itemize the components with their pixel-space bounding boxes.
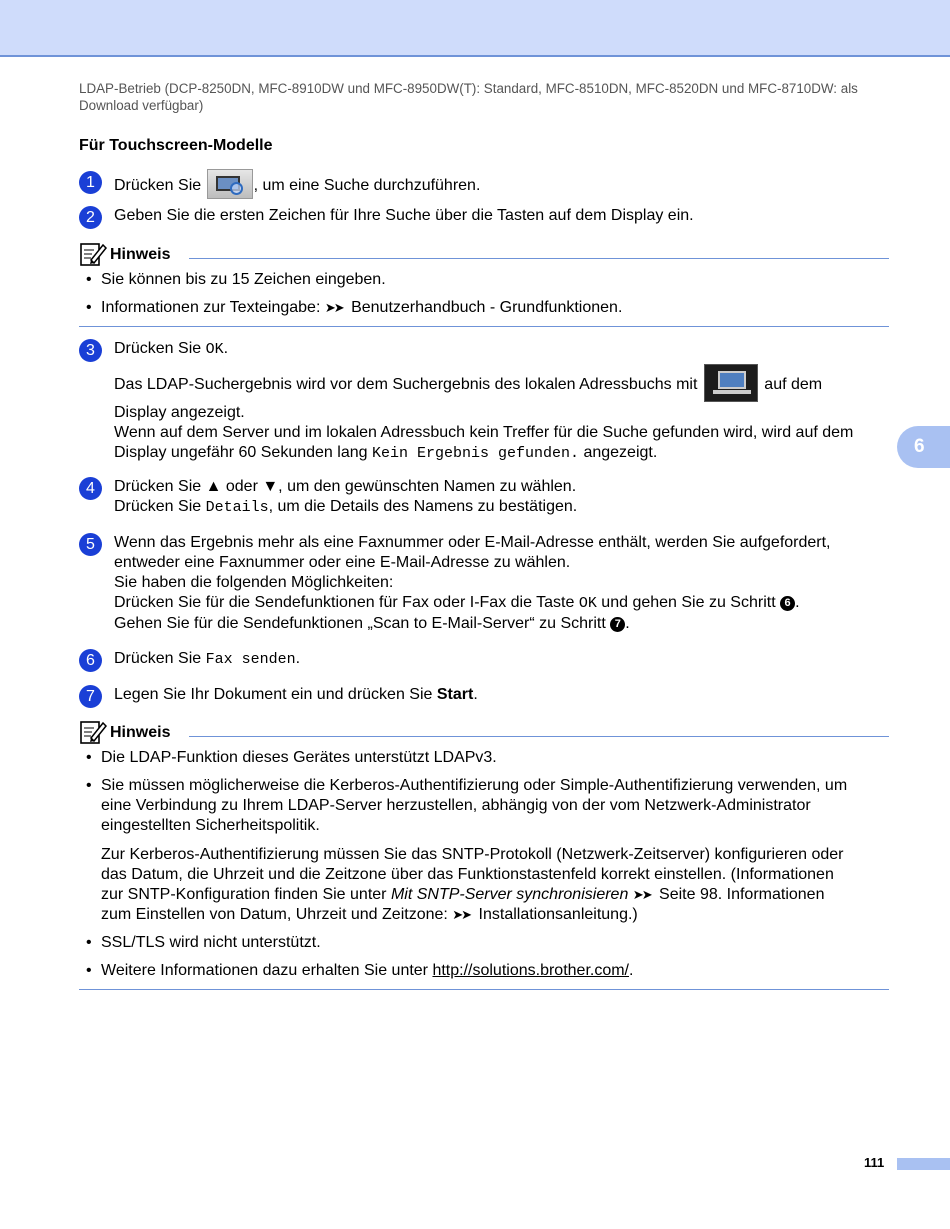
- note-paragraph: Zur Kerberos-Authentifizierung müssen Sie das SNTP-Protokoll (Netzwerk-Zeitserver) konfigurieren oder das Datum, die Uhrzeit und die Zeitzone über das Funktionstastenfeld korrekt einstellen. (Informationen zur SNTP-Konfiguration finden Sie unter Mit SNTP-Server synchronisieren ➤➤ Seite 98. Informationen zum Einstellen von Datum, Uhrzeit und Zeitzone: ➤➤ Installationsanleitung.): [101, 846, 844, 923]
- note-rule: [189, 258, 889, 259]
- note-header: [79, 241, 889, 269]
- note-bullet: • SSL/TLS wird nicht unterstützt.: [86, 934, 321, 951]
- step-text: Geben Sie die ersten Zeichen für Ihre Suche über die Tasten auf dem Display ein.: [114, 207, 694, 224]
- step-6: 6 Drücken Sie Fax senden.: [79, 649, 894, 670]
- laptop-icon: [704, 364, 758, 402]
- step-number: 6: [79, 649, 102, 672]
- page-number-bar: [897, 1158, 950, 1170]
- chapter-tab: 6: [897, 426, 950, 468]
- note-label: Hinweis: [110, 724, 171, 741]
- step-4: 4 Drücken Sie ▲ oder ▼, um den gewünschten Namen zu wählen. Drücken Sie Details, um die Details des Namens zu bestätigen.: [79, 477, 894, 518]
- step-number: 1: [79, 171, 102, 194]
- step-2: [79, 206, 894, 226]
- double-arrow-icon: ➤➤: [324, 300, 343, 315]
- note-bullet: • Weitere Informationen dazu erhalten Sie unter http://solutions.brother.com/.: [86, 962, 634, 979]
- solutions-link[interactable]: http://solutions.brother.com/: [432, 962, 629, 979]
- step-number: 4: [79, 477, 102, 500]
- running-header: LDAP-Betrieb (DCP-8250DN, MFC-8910DW und MFC-8950DW(T): Standard, MFC-8510DN, MFC-8520DN und MFC-8710DW: als Download verfügbar): [79, 81, 858, 113]
- note-header: [79, 719, 889, 747]
- top-band: [0, 0, 950, 57]
- note-pencil-icon: [79, 241, 107, 267]
- note-bullet: • Informationen zur Texteingabe: ➤➤ Benutzerhandbuch - Grundfunktionen.: [86, 299, 623, 316]
- laptop-search-icon: [207, 169, 253, 199]
- step-number: 3: [79, 339, 102, 362]
- step-ref-badge: 6: [780, 596, 795, 611]
- step-3: 3 Drücken Sie OK.: [79, 339, 894, 360]
- double-arrow-icon: ➤➤: [452, 907, 471, 922]
- step-ref-badge: 7: [610, 617, 625, 632]
- step-number: 2: [79, 206, 102, 229]
- step-number: 7: [79, 685, 102, 708]
- step-text: Drücken Sie: [114, 177, 206, 195]
- section-title: Für Touchscreen-Modelle: [79, 137, 273, 154]
- step-text: , um eine Suche durchzuführen.: [253, 177, 481, 195]
- page-number: 111: [864, 1155, 885, 1170]
- note-bullet: • Sie müssen möglicherweise die Kerberos-Authentifizierung oder Simple-Authentifizierung verwenden, um eine Verbindung zu Ihrem LDAP-Server herzustellen, abhängig von der vom Netzwerk-Administrator eingestellten Sicherheitspolitik.: [86, 777, 848, 834]
- step-number: 5: [79, 533, 102, 556]
- note-label: Hinweis: [110, 246, 171, 263]
- note-pencil-icon: [79, 719, 107, 745]
- note-rule: [189, 736, 889, 737]
- double-arrow-icon: ➤➤: [632, 887, 651, 902]
- step-1: [79, 171, 894, 201]
- step-7: 7 Legen Sie Ihr Dokument ein und drücken Sie Start.: [79, 685, 894, 705]
- note-bullet: • Die LDAP-Funktion dieses Gerätes unterstützt LDAPv3.: [86, 749, 497, 766]
- note-end-rule: [79, 326, 889, 327]
- step-3-detail: Das LDAP-Suchergebnis wird vor dem Suchergebnis des lokalen Adressbuchs mit auf dem Display angezeigt. Wenn auf dem Server und im lokalen Adressbuch kein Treffer für die Suche gefunden wird, wird auf dem Display ungefähr 60 Sekunden lang Kein Ergebnis gefunden. angezeigt.: [79, 366, 894, 464]
- note-bullet: • Sie können bis zu 15 Zeichen eingeben.: [86, 271, 386, 288]
- note-end-rule: [79, 989, 889, 990]
- step-5: 5 Wenn das Ergebnis mehr als eine Faxnummer oder E-Mail-Adresse enthält, werden Sie aufgefordert, entweder eine Faxnummer oder eine E-Mail-Adresse zu wählen. Sie haben die folgenden Möglichkeiten: Drücken Sie für die Sendefunktionen für Fax oder I-Fax die Taste OK und gehen Sie zu Schritt 6 . Gehen Sie für die Sendefunktionen „Scan to E-Mail-Server“ zu Schritt 7 .: [79, 533, 894, 634]
